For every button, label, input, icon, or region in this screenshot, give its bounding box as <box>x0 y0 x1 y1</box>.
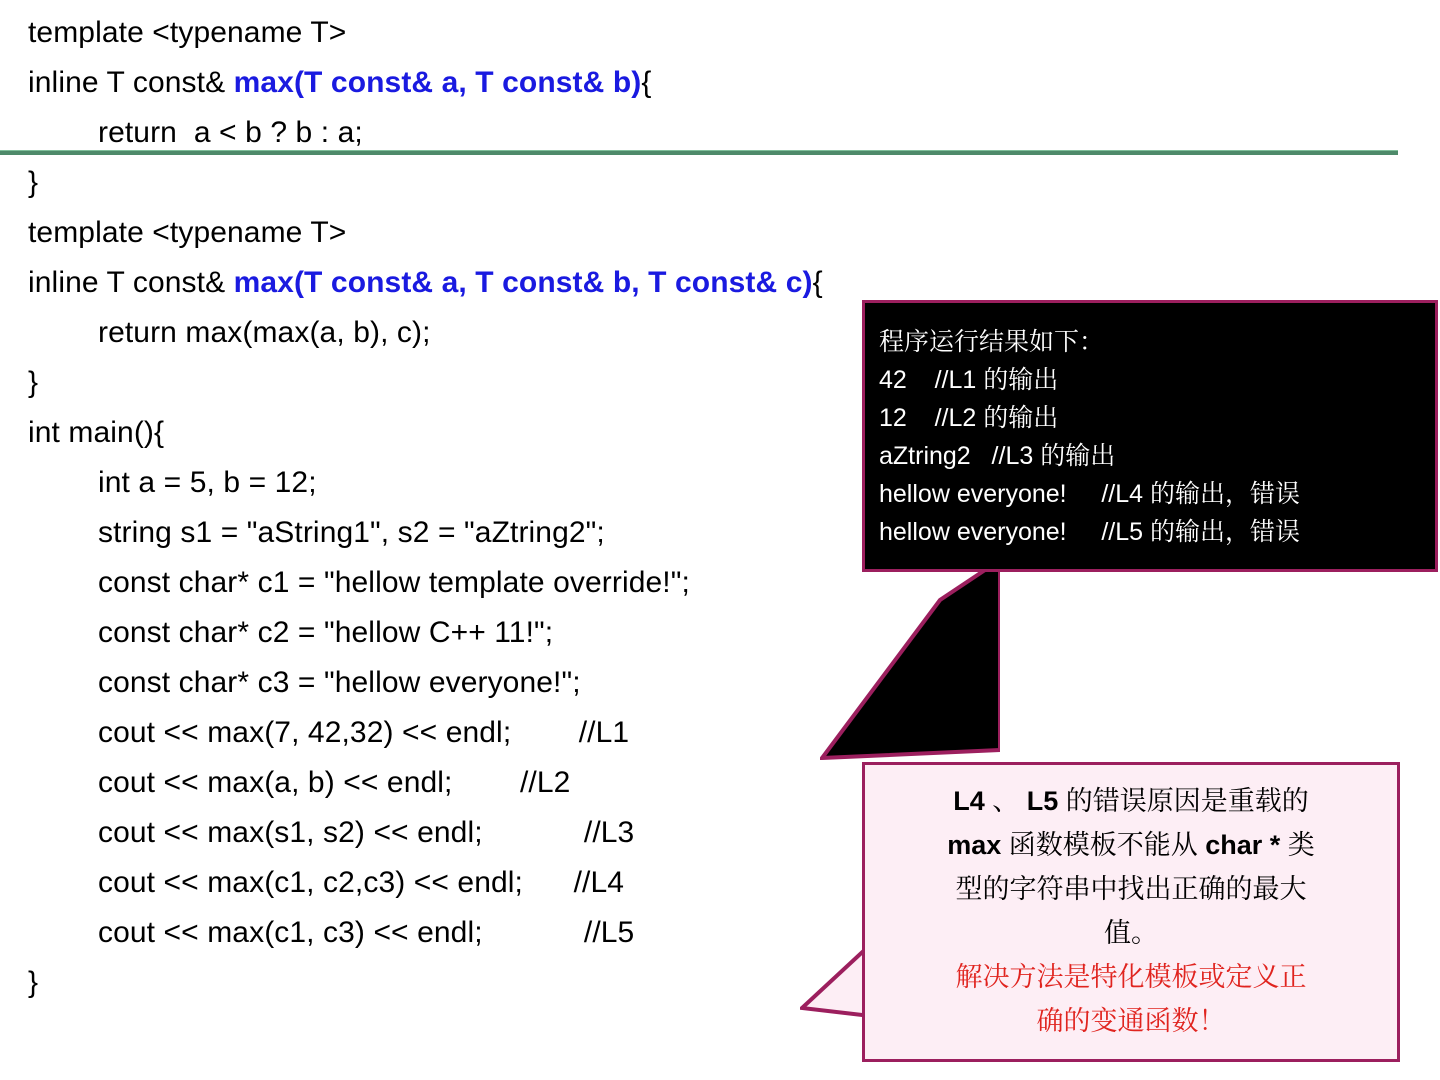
code-line <box>28 58 868 108</box>
note-body-line: L4 、 L5 的错误原因是重载的 <box>953 786 1309 816</box>
code-text: cout << max(a, b) << endl; //L2 <box>98 766 571 799</box>
code-text: cout << max(7, 42,32) << endl; //L1 <box>98 716 630 749</box>
code-line <box>28 908 868 958</box>
note-solution-line: 确的变通函数！ <box>1036 1006 1226 1036</box>
console-output-callout <box>862 300 1438 572</box>
code-line <box>28 758 868 808</box>
code-line <box>28 558 868 608</box>
console-callout-tail <box>820 560 1000 760</box>
code-text: } <box>28 166 39 199</box>
code-line <box>28 658 868 708</box>
console-output-line: hellow everyone! //L5 的输出，错误 <box>879 518 1300 546</box>
explanation-note-callout <box>862 762 1400 1062</box>
console-output-line: 12 //L2 的输出 <box>879 404 1059 432</box>
code-text: return a < b ? b : a; <box>98 116 363 149</box>
note-body-line: max 函数模板不能从 char * 类 <box>947 830 1315 860</box>
code-text: } <box>28 966 39 999</box>
code-text: { <box>641 66 652 99</box>
code-text: const char* c1 = "hellow template override!"; <box>98 566 690 599</box>
code-line <box>28 708 868 758</box>
code-text: { <box>812 266 823 299</box>
note-body-line: 值。 <box>1104 918 1158 948</box>
code-line <box>28 458 868 508</box>
code-text: int a = 5, b = 12; <box>98 466 317 499</box>
note-body <box>883 779 1379 955</box>
code-text: return max(max(a, b), c); <box>98 316 431 349</box>
note-body-line: 型的字符串中找出正确的最大 <box>955 874 1307 904</box>
console-output-line: 程序运行结果如下： <box>879 328 1105 356</box>
code-line <box>28 508 868 558</box>
console-output-line: 42 //L1 的输出 <box>879 366 1059 394</box>
code-signature: max(T const& a, T const& b, T const& c) <box>233 266 813 299</box>
code-line <box>28 208 868 258</box>
note-solution-line: 解决方法是特化模板或定义正 <box>955 962 1307 992</box>
code-line <box>28 608 868 658</box>
code-text: template <typename T> <box>28 16 347 49</box>
code-text: inline T const& <box>28 66 234 99</box>
code-text: cout << max(c1, c2,c3) << endl; //L4 <box>98 866 625 899</box>
code-line <box>28 258 868 308</box>
code-text: const char* c2 = "hellow C++ 11!"; <box>98 616 554 649</box>
code-text: } <box>28 366 39 399</box>
code-line <box>28 8 868 58</box>
code-line <box>28 108 868 158</box>
code-text: int main(){ <box>28 416 165 449</box>
code-line <box>28 408 868 458</box>
code-line <box>28 158 868 208</box>
console-output-line: hellow everyone! //L4 的输出，错误 <box>879 480 1300 508</box>
code-line <box>28 808 868 858</box>
code-text: inline T const& <box>28 266 234 299</box>
code-line <box>28 358 868 408</box>
code-listing <box>28 8 868 1008</box>
code-line <box>28 958 868 1008</box>
code-text: template <typename T> <box>28 216 347 249</box>
code-text: cout << max(c1, c3) << endl; //L5 <box>98 916 635 949</box>
code-line <box>28 308 868 358</box>
code-text: string s1 = "aString1", s2 = "aZtring2"; <box>98 516 605 549</box>
code-text: cout << max(s1, s2) << endl; //L3 <box>98 816 635 849</box>
note-solution <box>883 955 1379 1043</box>
code-text: const char* c3 = "hellow everyone!"; <box>98 666 581 699</box>
console-output-line: aZtring2 //L3 的输出 <box>879 442 1116 470</box>
code-signature: max(T const& a, T const& b) <box>233 66 642 99</box>
code-line <box>28 858 868 908</box>
